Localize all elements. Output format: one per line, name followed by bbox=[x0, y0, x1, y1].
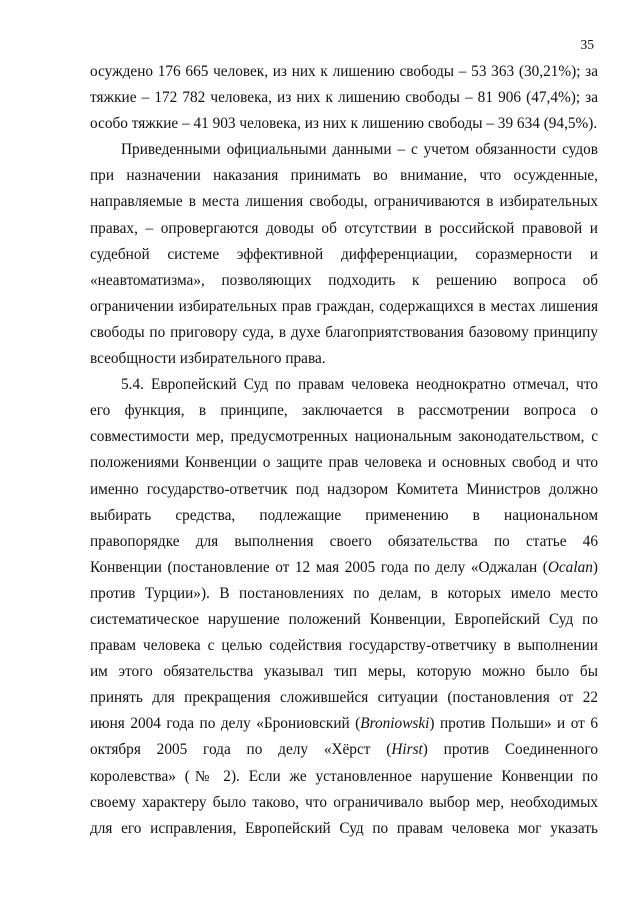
paragraph-line: при назначении наказания принимать во внимание, что осужденные, bbox=[90, 167, 598, 185]
paragraph-line: принять для прекращения сложившейся ситуации (постановления от 22 bbox=[90, 689, 598, 707]
paragraph-line: 5.4. Европейский Суд по правам человека неоднократно отмечал, что bbox=[121, 376, 598, 394]
paragraph-line: королевства» (№ 2). Если же установленное нарушение Конвенции по bbox=[90, 767, 598, 785]
paragraph-line: систематическое нарушение положений Конвенции, Европейский Суд по bbox=[90, 610, 598, 628]
paragraph-line: всеобщности избирательного права. bbox=[90, 350, 326, 368]
text-run: ) против Польши» и от 6 bbox=[429, 715, 598, 733]
paragraph-line: против Турции»). В постановлениях по делам, в которых имело место bbox=[90, 584, 598, 602]
paragraph-line bbox=[90, 737, 598, 763]
paragraph-line: осуждено 176 665 человек, из них к лишению свободы – 53 363 (30,21%); за bbox=[90, 63, 598, 80]
text-run: ) против Соединенного bbox=[422, 741, 598, 759]
paragraph-line: им этого обязательства указывал тип меры, которую можно было бы bbox=[90, 663, 598, 681]
text-run: ) bbox=[592, 558, 598, 576]
paragraph-line: особо тяжкие – 41 903 человека, из них к лишению свободы – 39 634 (94,5%). bbox=[90, 115, 598, 133]
paragraph-line bbox=[90, 711, 598, 737]
paragraph-line: своему характеру было таково, что ограничивало выбор мер, необходимых bbox=[90, 793, 598, 811]
text-run: июня 2004 года по делу «Брониовский ( bbox=[90, 715, 361, 733]
paragraph-line: для его исправления, Европейский Суд по правам человека мог указать bbox=[90, 819, 598, 837]
paragraph-line: именно государство-ответчик под надзором Комитета Министров должно bbox=[90, 480, 598, 498]
paragraph-line: тяжкие – 172 782 человека, из них к лишению свободы – 81 906 (47,4%); за bbox=[90, 89, 598, 107]
paragraph-line: направляемые в места лишения свободы, ограничиваются в избирательных bbox=[90, 193, 598, 211]
paragraph-line: «неавтоматизма», позволяющих подходить к решению вопроса об bbox=[90, 271, 598, 289]
case-name-latin: Broniowski bbox=[360, 715, 430, 733]
page-body bbox=[90, 59, 598, 842]
paragraph-line: правопорядке для выполнения своего обязательства по статье 46 bbox=[90, 532, 598, 550]
text-run: Конвенции (постановление от 12 мая 2005 года по делу «Оджалан ( bbox=[90, 558, 548, 576]
paragraph-line: правам человека с целью содействия государству-ответчику в выполнении bbox=[90, 637, 598, 655]
paragraph-line bbox=[90, 555, 598, 581]
paragraph-line: выбирать средства, подлежащие применению в национальном bbox=[90, 506, 598, 524]
text-run: октября 2005 года по делу «Хёрст ( bbox=[90, 741, 392, 759]
paragraph-line: правах, – опровергаются доводы об отсутствии в российской правовой и bbox=[90, 219, 598, 237]
page-number: 35 bbox=[580, 37, 594, 52]
paragraph-line: Приведенными официальными данными – с учетом обязанности судов bbox=[121, 141, 598, 159]
paragraph-line: совместимости мер, предусмотренных национальным законодательством, с bbox=[90, 428, 598, 446]
paragraph-line: его функция, в принципе, заключается в рассмотрении вопроса о bbox=[90, 402, 598, 420]
paragraph-line: ограничении избирательных прав граждан, содержащихся в местах лишения bbox=[90, 297, 598, 315]
case-name-latin: Hirst bbox=[391, 741, 423, 759]
case-name-latin: Ocalan bbox=[547, 558, 593, 576]
paragraph-line: судебной системе эффективной дифференциации, соразмерности и bbox=[90, 245, 598, 263]
paragraph-line: свободы по приговору суда, в духе благоприятствования базовому принципу bbox=[90, 323, 598, 341]
paragraph-line: положениями Конвенции о защите прав человека и основных свобод и что bbox=[90, 454, 598, 472]
